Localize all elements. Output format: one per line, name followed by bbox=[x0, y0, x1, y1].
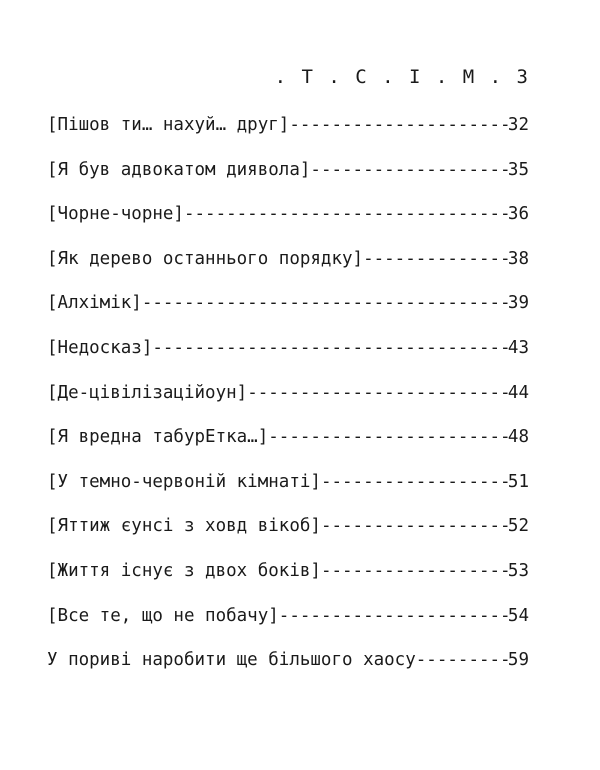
toc-entry[interactable] bbox=[47, 383, 529, 428]
toc-page-number: 38 bbox=[507, 248, 529, 269]
toc-dot-leader bbox=[416, 650, 508, 670]
toc-page-number: 48 bbox=[507, 427, 529, 448]
toc-entry-title: [Пішов ти… нахуй… друг] bbox=[47, 115, 290, 135]
toc-entry-title: [Недосказ] bbox=[47, 337, 153, 358]
toc-entry-title: [Життя існує з двох боків] bbox=[47, 560, 321, 581]
contents-heading: . Т . С . І . М . З bbox=[274, 66, 529, 88]
toc-page-number: 35 bbox=[507, 159, 529, 180]
toc-page-number: 52 bbox=[507, 516, 529, 537]
toc-page-number: 53 bbox=[507, 560, 529, 581]
toc-entry[interactable] bbox=[47, 516, 529, 561]
toc-entry-title: [Як дерево останнього порядку] bbox=[47, 248, 364, 269]
toc-entry-title: [Все те, що не побачу] bbox=[47, 605, 279, 626]
toc-dot-leader bbox=[268, 427, 508, 447]
toc-entry[interactable] bbox=[47, 293, 529, 338]
toc-dot-leader bbox=[321, 561, 508, 581]
toc-dot-leader bbox=[142, 293, 508, 313]
toc-entry[interactable] bbox=[47, 606, 529, 651]
toc-page-number: 39 bbox=[507, 293, 529, 314]
toc-entry[interactable] bbox=[47, 427, 529, 472]
table-of-contents bbox=[47, 115, 529, 695]
toc-entry[interactable] bbox=[47, 650, 529, 695]
toc-dot-leader bbox=[152, 338, 508, 358]
toc-dot-leader bbox=[279, 606, 508, 626]
toc-entry-title: [Де-цівілізаційоун] bbox=[47, 382, 248, 403]
toc-dot-leader bbox=[310, 160, 508, 180]
toc-entry[interactable] bbox=[47, 561, 529, 606]
toc-entry-title: [У темно-червоній кімнаті] bbox=[47, 471, 321, 492]
toc-page-number: 59 bbox=[507, 650, 529, 671]
toc-entry[interactable] bbox=[47, 160, 529, 205]
toc-entry-title: [Чорне-чорне] bbox=[47, 204, 184, 225]
toc-dot-leader bbox=[321, 516, 508, 536]
toc-dot-leader bbox=[363, 249, 508, 269]
toc-page-number: 51 bbox=[507, 471, 529, 492]
toc-entry[interactable] bbox=[47, 249, 529, 294]
toc-entry-title: У пориві наробити ще більшого хаосу bbox=[47, 650, 416, 671]
toc-page-number: 32 bbox=[507, 115, 529, 135]
toc-dot-leader bbox=[184, 204, 508, 224]
toc-page-number: 54 bbox=[507, 605, 529, 626]
toc-dot-leader bbox=[247, 383, 508, 403]
toc-entry[interactable] bbox=[47, 115, 529, 160]
toc-entry[interactable] bbox=[47, 472, 529, 517]
toc-page-number: 43 bbox=[507, 337, 529, 358]
toc-entry-title: [Я був адвокатом диявола] bbox=[47, 159, 311, 180]
toc-dot-leader bbox=[289, 115, 508, 135]
toc-entry-title: [Я вредна табурЕтка…] bbox=[47, 427, 269, 448]
toc-entry[interactable] bbox=[47, 338, 529, 383]
toc-page-number: 44 bbox=[507, 382, 529, 403]
toc-dot-leader bbox=[321, 472, 508, 492]
toc-entry-title: [Яттиж єунсі з ховд вікоб] bbox=[47, 516, 321, 537]
toc-entry[interactable] bbox=[47, 204, 529, 249]
toc-entry-title: [Алхімік] bbox=[47, 293, 142, 314]
toc-page-number: 36 bbox=[507, 204, 529, 225]
